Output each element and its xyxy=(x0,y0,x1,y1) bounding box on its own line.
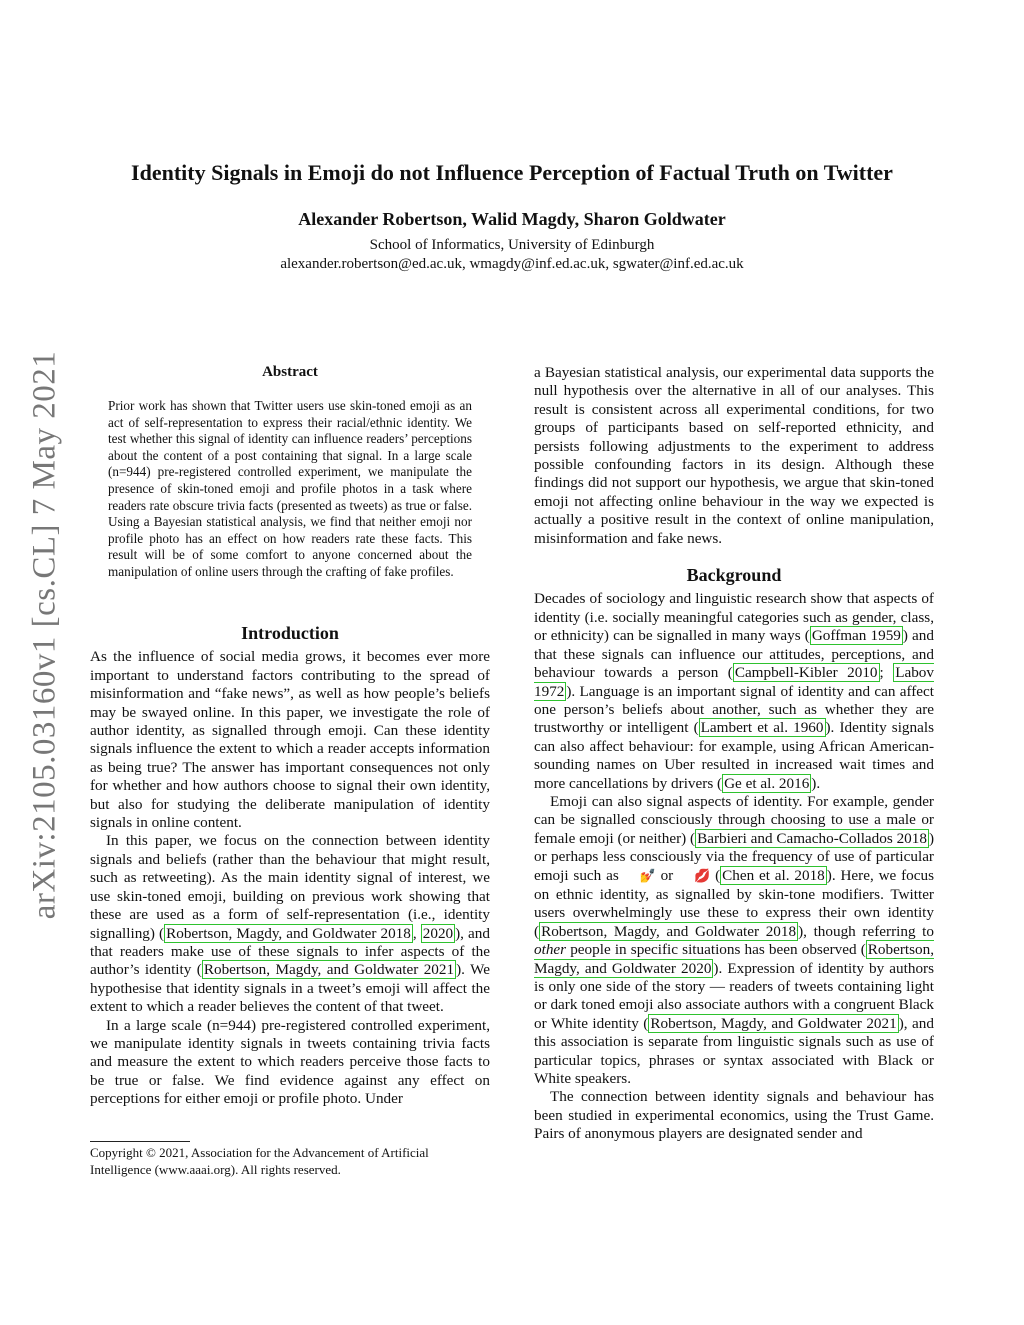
citation-link[interactable]: Goffman 1959 xyxy=(811,627,901,645)
background-heading: Background xyxy=(686,565,782,586)
email-list: alexander.robertson@ed.ac.uk, wmagdy@inf.ed.ac.uk, sgwater@inf.ed.ac.uk xyxy=(280,256,744,272)
affiliation-block xyxy=(0,236,1024,274)
intro-paragraph-1: As the influence of social media grows, it becomes ever more important to understand factors contributing to the spread of misinformation and “fake news”, as well as how people’s beliefs may be swayed online. In this paper, we investigate the role of author identity, as signalled through emoji. Can these identity signals influence the extent to which a reader accepts information as being true? The answer has important consequences not only for whether and how authors choose to signal their own identity, but also for studying the deliberate manipulation of identity signals in online content. xyxy=(90,648,490,832)
arxiv-stamp xyxy=(25,335,65,935)
intro-heading: Introduction xyxy=(241,623,339,643)
citation-link[interactable]: Chen et al. 2018 xyxy=(722,866,825,884)
abstract-body xyxy=(108,398,472,581)
citation-link[interactable]: Robertson, Magdy, and Goldwater 2018 xyxy=(541,922,797,940)
emphasis-other: other xyxy=(534,941,567,959)
citation-link[interactable]: Ge et al. 2016 xyxy=(724,774,810,792)
citation-link[interactable]: Robertson, Magdy, and Goldwater 2020 xyxy=(534,941,934,977)
footnote-rule xyxy=(90,1141,190,1142)
citation-link[interactable]: Lambert et al. 1960 xyxy=(700,719,824,737)
right-column xyxy=(534,364,934,1144)
left-column xyxy=(90,624,490,1109)
kiss-mark-emoji-icon: 💋 xyxy=(694,868,711,884)
affiliation: School of Informatics, University of Edinburgh xyxy=(369,237,655,253)
abstract-text: Prior work has shown that Twitter users use skin-toned emoji as an act of self-representation to express their racial/ethnic identity. We test whether this signal of identity can influence readers’ perceptions about the content of a post containing that signal. In a large scale (n=944) pre-registered controlled experiment, we manipulate the presence of skin-toned emoji and profile photos in a task where readers rate obscure trivia facts (presented as tweets) as true or false. Using a Bayesian statistical analysis, we find that neither emoji nor profile photo has an effect on how readers rate these facts. This result will be of some comfort to anyone concerned about the manipulation of online users through the crafting of fake profiles. xyxy=(108,398,472,579)
arxiv-id: arXiv:2105.03160v1 [cs.CL] 7 May 2021 xyxy=(26,350,63,920)
copyright-footnote: Copyright © 2021, Association for the Advancement of Artificial Intelligence (www.aaai.org). All rights reserved. xyxy=(90,1145,429,1177)
intro-continuation: a Bayesian statistical analysis, our experimental data supports the null hypothesis over the alternative in all of our analyses. This result is consistent across all experimental conditions, for two groups of participants based on self-reported ethnicity, and persists following adjustments to the experiment to address possible confounding factors in its design. Although these findings did not support our hypothesis, we argue that skin-toned emoji not affecting online behaviour in the way we expected is actually a positive result in the context of online manipulation, misinformation and fake news. xyxy=(534,364,934,547)
citation-link[interactable]: Robertson, Magdy, and Goldwater 2018 xyxy=(166,924,411,942)
citation-link[interactable]: Robertson, Magdy, and Goldwater 2021 xyxy=(650,1014,897,1032)
background-paragraph-2: Emoji can also signal aspects of identity. For example, gender can be signalled consciously through choosing to use a male or female emoji (or neither) ( Barbieri and Camacho-Collados 2018 ) or perhaps less consciously via the frequency of use of particular emoji such as 💅 or 💋 ( Chen et al. 2018 ). Here, we focus on ethnic identity, as signalled by skin-tone modifiers. Twitter users overwhelmingly use these to express their own identity ( Robertson, Magdy, and Goldwater 2018 ), though referring to other people in specific situations has been observed ( Robertson, Magdy, and Goldwater 2020 ). Expression of identity by authors is only one side of the story — readers of tweets containing light or dark toned emoji also associate authors with a congruent Black or White identity ( Robertson, Magdy, and Goldwater 2021 ), and this association is separate from linguistic signals such as use of particular topics, phrases or syntax associated with Black or White speakers. xyxy=(534,792,935,1088)
background-paragraph-1: Decades of sociology and linguistic research show that aspects of identity (i.e. socially meaningful categories such as gender, class, or ethnicity) can be signalled in many ways ( Goffman 1959 ) and that these signals can influence our attitudes, perceptions, and behaviour towards a person ( Campbell-Kibler 2010 ; Labov 1972 ). Language is an important signal of identity and can affect one person’s beliefs about another, such as whether they are trustworthy or intelligent ( Lambert et al. 1960 ). Identity signals can also affect behaviour: for example, using African American-sounding names on Uber resulted in increased wait times and more cancellations by drivers ( Ge et al. 2016 ). xyxy=(534,590,934,792)
background-paragraph-3: The connection between identity signals and behaviour has been studied in experimental economics, using the Trust Game. Pairs of anonymous players are designated sender and xyxy=(534,1088,934,1143)
citation-link[interactable]: 2020 xyxy=(422,924,454,942)
intro-paragraph-3: In a large scale (n=944) pre-registered controlled experiment, we manipulate identity signals in tweets containing trivia facts and measure the extent to which readers perceive those facts to be true or false. We find evidence against any effect on perceptions for either emoji or profile photo. Under xyxy=(90,1016,490,1108)
citation-link[interactable]: Robertson, Magdy, and Goldwater 2021 xyxy=(203,961,455,979)
intro-paragraph-2: In this paper, we focus on the connection between identity signals and beliefs (rather than the behaviour that might result, such as retweeting). As the main identity signal of interest, we use skin-toned emoji, building on previous work showing that these are used as a form of self-representation (i.e., identity signalling) ( Robertson, Magdy, and Goldwater 2018 , 2020 ), and that readers make use of these signals to infer aspects of the author’s identity ( Robertson, Magdy, and Goldwater 2021 ). We hypothesise that identity signals in a tweet’s emoji will affect the extent to which a reader believes the content of that tweet. xyxy=(90,832,490,1016)
nail-polish-emoji-icon: 💅 xyxy=(639,868,656,884)
author-list: Alexander Robertson, Walid Magdy, Sharon Goldwater xyxy=(298,209,726,229)
citation-link[interactable]: Campbell-Kibler 2010 xyxy=(734,664,878,682)
abstract-heading: Abstract xyxy=(262,364,318,380)
paper-title: Identity Signals in Emoji do not Influence Perception of Factual Truth on Twitter xyxy=(131,160,893,185)
citation-link[interactable]: Labov 1972 xyxy=(534,664,934,700)
citation-link[interactable]: Barbieri and Camacho-Collados 2018 xyxy=(697,829,927,847)
